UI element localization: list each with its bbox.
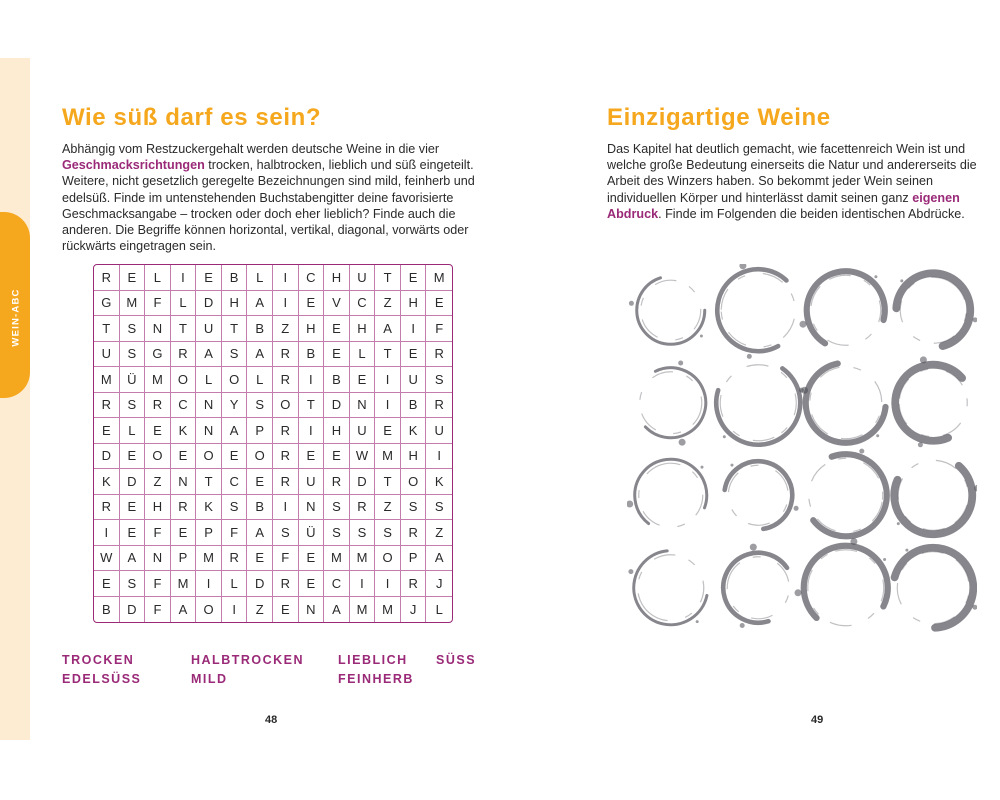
grid-cell: M bbox=[171, 571, 197, 597]
grid-cell: D bbox=[94, 444, 120, 470]
letter-grid bbox=[93, 264, 453, 623]
grid-cell: U bbox=[94, 342, 120, 368]
grid-cell: O bbox=[247, 444, 273, 470]
grid-cell: M bbox=[426, 265, 452, 291]
grid-cell: U bbox=[350, 418, 376, 444]
grid-cell: A bbox=[247, 520, 273, 546]
grid-cell: A bbox=[222, 418, 248, 444]
wine-stain bbox=[793, 443, 898, 548]
grid-cell: Z bbox=[375, 291, 401, 317]
grid-cell: I bbox=[94, 520, 120, 546]
grid-cell: Y bbox=[222, 393, 248, 419]
grid-cell: H bbox=[401, 444, 427, 470]
grid-cell: H bbox=[145, 495, 171, 521]
grid-cell: B bbox=[299, 342, 325, 368]
grid-cell: P bbox=[401, 546, 427, 572]
grid-cell: U bbox=[350, 265, 376, 291]
grid-cell: Ü bbox=[299, 520, 325, 546]
wine-stain bbox=[786, 528, 905, 634]
grid-cell: S bbox=[401, 495, 427, 521]
wine-stain bbox=[883, 353, 977, 453]
grid-cell: E bbox=[94, 571, 120, 597]
word-halbtrocken: HALBTROCKEN bbox=[191, 653, 305, 667]
grid-cell: L bbox=[145, 265, 171, 291]
grid-cell: P bbox=[171, 546, 197, 572]
grid-cell: T bbox=[375, 265, 401, 291]
grid-cell: U bbox=[426, 418, 452, 444]
grid-cell: F bbox=[145, 597, 171, 623]
grid-cell: T bbox=[94, 316, 120, 342]
grid-cell: D bbox=[247, 571, 273, 597]
grid-cell: E bbox=[171, 520, 197, 546]
grid-cell: K bbox=[401, 418, 427, 444]
grid-cell: E bbox=[299, 546, 325, 572]
grid-cell: L bbox=[171, 291, 197, 317]
grid-cell: H bbox=[401, 291, 427, 317]
grid-cell: S bbox=[247, 393, 273, 419]
grid-cell: O bbox=[401, 469, 427, 495]
grid-cell: R bbox=[324, 469, 350, 495]
wine-stain bbox=[627, 356, 718, 450]
grid-cell: S bbox=[426, 367, 452, 393]
grid-cell: K bbox=[94, 469, 120, 495]
right-intro-highlight: eigenen Abdruck bbox=[607, 190, 960, 221]
grid-cell: Z bbox=[273, 316, 299, 342]
grid-cell: C bbox=[299, 265, 325, 291]
grid-cell: I bbox=[273, 495, 299, 521]
grid-cell: N bbox=[299, 597, 325, 623]
grid-cell: H bbox=[324, 418, 350, 444]
grid-cell: O bbox=[375, 546, 401, 572]
grid-cell: E bbox=[120, 265, 146, 291]
grid-cell: E bbox=[401, 342, 427, 368]
grid-cell: D bbox=[120, 597, 146, 623]
grid-cell: E bbox=[299, 444, 325, 470]
grid-cell: K bbox=[426, 469, 452, 495]
page-number-left: 48 bbox=[265, 714, 278, 726]
grid-cell: R bbox=[426, 342, 452, 368]
grid-cell: E bbox=[324, 342, 350, 368]
grid-cell: N bbox=[196, 393, 222, 419]
grid-cell: S bbox=[120, 316, 146, 342]
grid-cell: E bbox=[145, 418, 171, 444]
grid-cell: R bbox=[145, 393, 171, 419]
grid-cell: N bbox=[299, 495, 325, 521]
grid-cell: S bbox=[375, 520, 401, 546]
wine-stain bbox=[716, 453, 800, 537]
grid-cell: S bbox=[222, 342, 248, 368]
grid-cell: F bbox=[273, 546, 299, 572]
grid-cell: B bbox=[222, 265, 248, 291]
grid-cell: L bbox=[350, 342, 376, 368]
grid-cell: B bbox=[324, 367, 350, 393]
grid-cell: G bbox=[145, 342, 171, 368]
grid-cell: E bbox=[273, 597, 299, 623]
grid-cell: R bbox=[273, 418, 299, 444]
grid-cell: M bbox=[94, 367, 120, 393]
chapter-tab-label: WEIN-ABC bbox=[10, 287, 22, 347]
grid-cell: I bbox=[375, 393, 401, 419]
grid-cell: T bbox=[375, 342, 401, 368]
grid-cell: R bbox=[273, 367, 299, 393]
grid-cell: M bbox=[350, 546, 376, 572]
grid-cell: A bbox=[375, 316, 401, 342]
wine-stain bbox=[792, 264, 899, 364]
grid-cell: O bbox=[196, 444, 222, 470]
grid-cell: I bbox=[222, 597, 248, 623]
grid-cell: B bbox=[401, 393, 427, 419]
grid-cell: U bbox=[401, 367, 427, 393]
wine-stain-grid bbox=[627, 264, 977, 634]
grid-cell: R bbox=[273, 571, 299, 597]
grid-cell: O bbox=[196, 597, 222, 623]
grid-cell: I bbox=[375, 571, 401, 597]
grid-cell: R bbox=[401, 571, 427, 597]
grid-cell: F bbox=[145, 291, 171, 317]
grid-cell: E bbox=[196, 265, 222, 291]
grid-cell: O bbox=[145, 444, 171, 470]
grid-cell: A bbox=[426, 546, 452, 572]
grid-cell: T bbox=[171, 316, 197, 342]
grid-cell: M bbox=[350, 597, 376, 623]
grid-cell: I bbox=[299, 367, 325, 393]
grid-cell: D bbox=[196, 291, 222, 317]
grid-cell: E bbox=[375, 418, 401, 444]
grid-cell: F bbox=[145, 571, 171, 597]
word-suess: SÜSS bbox=[436, 653, 477, 667]
grid-cell: E bbox=[299, 291, 325, 317]
grid-cell: A bbox=[196, 342, 222, 368]
grid-cell: I bbox=[426, 444, 452, 470]
grid-cell: D bbox=[324, 393, 350, 419]
wine-stain bbox=[627, 445, 721, 546]
grid-cell: B bbox=[247, 316, 273, 342]
wine-stain bbox=[703, 264, 814, 366]
grid-cell: E bbox=[426, 291, 452, 317]
grid-cell: E bbox=[324, 316, 350, 342]
left-intro-text: Abhängig vom Restzuckergehalt werden deutsche Weine in die vier Geschmacksrichtungen trocken, halbtrocken, lieblich und süß eingeteilt. Weitere, nicht gesetzlich geregelte Bezeichnungen sind mild, feinherb und edelsüß. Finde im untenstehenden Buchstabengitter deine favorisierte Geschmacksangabe – trocken oder doch eher lieblich? Finde auch die anderen. Die Begriffe können horizontal, vertikal, diagonal, vorwärts oder rückwärts eingetragen sein. bbox=[62, 142, 475, 254]
grid-cell: P bbox=[247, 418, 273, 444]
grid-cell: L bbox=[222, 571, 248, 597]
grid-cell: V bbox=[324, 291, 350, 317]
grid-cell: S bbox=[120, 342, 146, 368]
grid-cell: O bbox=[171, 367, 197, 393]
grid-cell: I bbox=[375, 367, 401, 393]
grid-cell: E bbox=[247, 469, 273, 495]
grid-cell: L bbox=[120, 418, 146, 444]
grid-cell: H bbox=[222, 291, 248, 317]
grid-cell: N bbox=[196, 418, 222, 444]
grid-cell: J bbox=[401, 597, 427, 623]
grid-cell: E bbox=[120, 495, 146, 521]
grid-cell: R bbox=[273, 342, 299, 368]
grid-cell: E bbox=[94, 418, 120, 444]
grid-cell: I bbox=[350, 571, 376, 597]
grid-cell: M bbox=[145, 367, 171, 393]
grid-cell: T bbox=[196, 469, 222, 495]
left-page bbox=[62, 0, 482, 800]
grid-cell: C bbox=[171, 393, 197, 419]
grid-cell: D bbox=[350, 469, 376, 495]
grid-cell: S bbox=[426, 495, 452, 521]
grid-cell: L bbox=[247, 367, 273, 393]
grid-cell: B bbox=[247, 495, 273, 521]
grid-cell: W bbox=[94, 546, 120, 572]
grid-cell: E bbox=[299, 571, 325, 597]
grid-cell: N bbox=[145, 546, 171, 572]
page-number-right: 49 bbox=[811, 714, 824, 726]
grid-cell: E bbox=[222, 444, 248, 470]
word-feinherb: FEINHERB bbox=[338, 672, 414, 686]
grid-cell: A bbox=[324, 597, 350, 623]
grid-cell: M bbox=[375, 444, 401, 470]
grid-cell: O bbox=[273, 393, 299, 419]
grid-cell: E bbox=[350, 367, 376, 393]
word-trocken: TROCKEN bbox=[62, 653, 135, 667]
grid-cell: T bbox=[299, 393, 325, 419]
grid-cell: M bbox=[375, 597, 401, 623]
grid-cell: A bbox=[171, 597, 197, 623]
wine-stain bbox=[700, 344, 817, 461]
grid-cell: R bbox=[401, 520, 427, 546]
grid-cell: N bbox=[350, 393, 376, 419]
grid-cell: E bbox=[324, 444, 350, 470]
grid-cell: Z bbox=[145, 469, 171, 495]
grid-cell: Ü bbox=[120, 367, 146, 393]
grid-cell: Z bbox=[375, 495, 401, 521]
grid-cell: K bbox=[196, 495, 222, 521]
wine-stain bbox=[715, 544, 802, 632]
grid-cell: S bbox=[120, 393, 146, 419]
grid-cell: S bbox=[324, 520, 350, 546]
grid-cell: F bbox=[426, 316, 452, 342]
grid-cell: O bbox=[222, 367, 248, 393]
grid-cell: R bbox=[171, 342, 197, 368]
grid-cell: E bbox=[171, 444, 197, 470]
grid-cell: J bbox=[426, 571, 452, 597]
grid-cell: C bbox=[222, 469, 248, 495]
grid-cell: D bbox=[120, 469, 146, 495]
grid-cell: M bbox=[120, 291, 146, 317]
wine-stain bbox=[888, 265, 977, 356]
wine-stain bbox=[795, 352, 896, 453]
right-page bbox=[607, 0, 992, 800]
grid-cell: W bbox=[350, 444, 376, 470]
grid-cell: I bbox=[273, 265, 299, 291]
grid-cell: I bbox=[273, 291, 299, 317]
grid-cell: R bbox=[273, 469, 299, 495]
grid-cell: I bbox=[401, 316, 427, 342]
grid-cell: P bbox=[196, 520, 222, 546]
grid-cell: T bbox=[222, 316, 248, 342]
grid-cell: K bbox=[171, 418, 197, 444]
grid-cell: I bbox=[299, 418, 325, 444]
grid-cell: I bbox=[171, 265, 197, 291]
grid-cell: M bbox=[196, 546, 222, 572]
wine-stain bbox=[627, 541, 717, 634]
wine-stain bbox=[629, 269, 712, 351]
grid-cell: R bbox=[171, 495, 197, 521]
grid-cell: H bbox=[299, 316, 325, 342]
grid-cell: E bbox=[120, 444, 146, 470]
grid-cell: L bbox=[435, 601, 443, 617]
grid-cell: H bbox=[350, 316, 376, 342]
grid-cell: B bbox=[94, 597, 120, 623]
grid-cell: U bbox=[196, 316, 222, 342]
grid-cell: L bbox=[196, 367, 222, 393]
grid-cell: Z bbox=[247, 597, 273, 623]
grid-cell: E bbox=[401, 265, 427, 291]
grid-cell: R bbox=[426, 393, 452, 419]
grid-cell: R bbox=[94, 495, 120, 521]
grid-cell: S bbox=[350, 520, 376, 546]
word-edelsuess: EDELSÜSS bbox=[62, 672, 142, 686]
grid-cell: S bbox=[120, 571, 146, 597]
grid-cell: S bbox=[324, 495, 350, 521]
left-intro-highlight: Geschmacksrichtungen bbox=[62, 158, 205, 173]
grid-cell: G bbox=[94, 291, 120, 317]
grid-cell: R bbox=[273, 444, 299, 470]
grid-cell: N bbox=[145, 316, 171, 342]
grid-cell: C bbox=[350, 291, 376, 317]
grid-cell: N bbox=[171, 469, 197, 495]
grid-cell: C bbox=[324, 571, 350, 597]
wine-stain bbox=[878, 440, 977, 550]
grid-cell: E bbox=[247, 546, 273, 572]
word-mild: MILD bbox=[191, 672, 228, 686]
grid-cell: T bbox=[375, 469, 401, 495]
grid-cell: A bbox=[247, 342, 273, 368]
edge-strip bbox=[0, 58, 30, 740]
grid-cell: A bbox=[120, 546, 146, 572]
grid-cell: I bbox=[196, 571, 222, 597]
grid-cell: S bbox=[222, 495, 248, 521]
grid-cell: M bbox=[324, 546, 350, 572]
word-lieblich: LIEBLICH bbox=[338, 653, 408, 667]
grid-cell: A bbox=[247, 291, 273, 317]
left-page-title: Wie süß darf es sein? bbox=[62, 104, 322, 131]
grid-cell: L bbox=[247, 265, 273, 291]
grid-cell: F bbox=[222, 520, 248, 546]
right-page-title: Einzigartige Weine bbox=[607, 104, 831, 131]
grid-cell: H bbox=[324, 265, 350, 291]
grid-cell: R bbox=[94, 393, 120, 419]
wine-stain bbox=[882, 537, 977, 634]
grid-cell: R bbox=[350, 495, 376, 521]
right-intro-text: Das Kapitel hat deutlich gemacht, wie facettenreich Wein ist und welche große Bedeutung einerseits die Natur und andererseits die Arbeit des Winzers haben. So bekommt jeder Wein seinen individuellen Körper und hinterlässt damit seinen ganz eigenen Abdruck. Finde im Folgenden die beiden identischen Abdrücke. bbox=[607, 142, 977, 221]
grid-cell: R bbox=[222, 546, 248, 572]
grid-cell: F bbox=[145, 520, 171, 546]
grid-cell: E bbox=[120, 520, 146, 546]
grid-cell: Z bbox=[426, 520, 452, 546]
grid-cell: S bbox=[273, 520, 299, 546]
grid-cell: R bbox=[94, 265, 120, 291]
grid-cell: U bbox=[299, 469, 325, 495]
